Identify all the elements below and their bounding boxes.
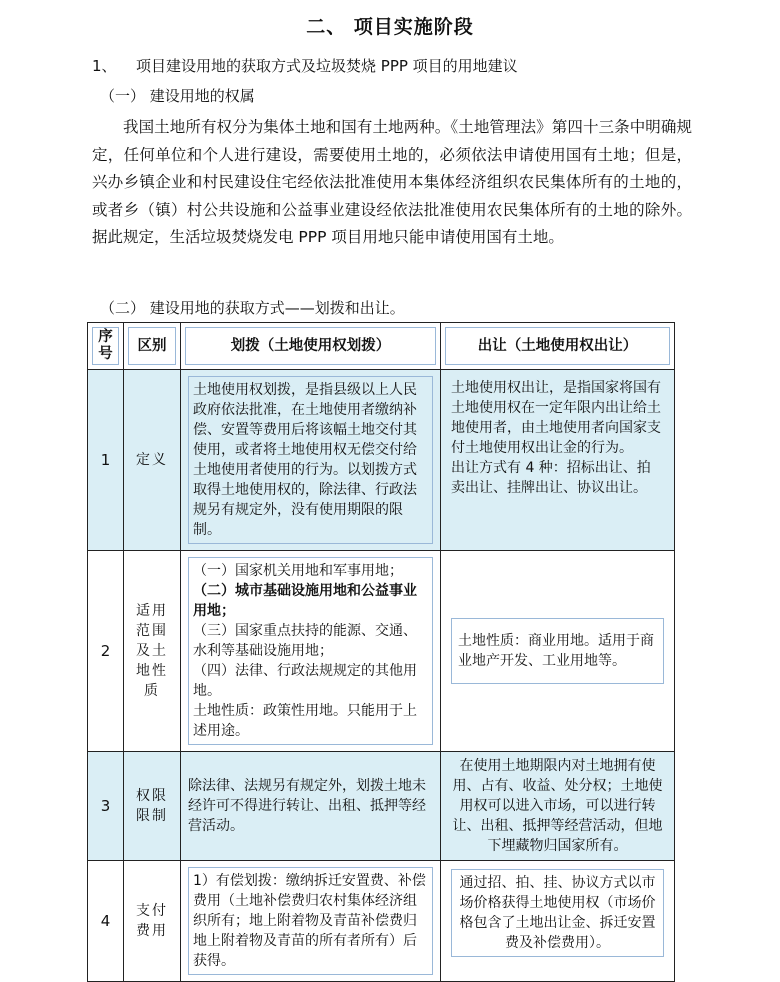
page-title: 二、 项目实施阶段 [306, 16, 474, 38]
transfer-text: 通过招、拍、挂、协议方式以市场价格获得土地使用权（市场价格包含了土地出让金、拆迁安置费及补偿费用）。 [459, 875, 656, 951]
header-label: 划拨（土地使用权划拨） [185, 327, 436, 365]
header-cell [181, 323, 441, 370]
allocation-text-box [188, 557, 433, 745]
allocation-text: （二）城市基础设施用地和公益事业用地； [193, 583, 417, 619]
row-number: 2 [88, 551, 124, 752]
subsection-heading-1: （一） 建设用地的权属 [100, 87, 255, 105]
row-category: 支付费用 [124, 861, 181, 982]
allocation-text: 土地性质：政策性用地。只能用于上述用途。 [193, 703, 417, 739]
transfer-text: 出让方式有 4 种：招标出让、拍卖出让、挂牌出让、协议出让。 [451, 460, 651, 496]
header-label: 出让（土地使用权出让） [445, 327, 670, 365]
section-heading [92, 55, 518, 76]
allocation-text: （一）国家机关用地和军事用地； [193, 563, 403, 579]
transfer-text-box [451, 618, 664, 684]
row-category: 权限限制 [124, 752, 181, 861]
allocation-text: （三）国家重点扶持的能源、交通、水利等基础设施用地； [193, 623, 417, 659]
table-row [88, 551, 675, 752]
header-cell [124, 323, 181, 370]
row-number: 3 [88, 752, 124, 861]
section-heading-text: 项目建设用地的获取方式及垃圾焚烧 PPP 项目的用地建议 [136, 57, 518, 75]
allocation-cell [181, 551, 441, 752]
header-label: 序号 [92, 327, 119, 365]
row-category: 适用范围及土地性质 [124, 551, 181, 752]
allocation-cell [181, 752, 441, 861]
header-cell [88, 323, 124, 370]
allocation-text-box [188, 867, 433, 975]
comparison-table [87, 322, 675, 982]
allocation-text: 1）有偿划拨：缴纳拆迁安置费、补偿费用（土地补偿费归农村集体经济组织所有；地上附着物及青苗补偿费归地上附着物及青苗的所有者所有）后获得。 [193, 873, 426, 969]
allocation-cell [181, 861, 441, 982]
table-row [88, 370, 675, 551]
row-category: 定义 [124, 370, 181, 551]
transfer-cell [441, 551, 675, 752]
body-paragraph: 我国土地所有权分为集体土地和国有土地两种。《土地管理法》第四十三条中明确规定，任何单位和个人进行建设，需要使用土地的，必须依法申请使用国有土地；但是，兴办乡镇企业和村民建设住宅经依法批准使用本集体经济组织农民集体所有的土地的，或者乡（镇）村公共设施和公益事业建设经依法批准使用农民集体所有的土地的除外。据此规定，生活垃圾焚烧发电 PPP 项目用地只能申请使用国有土地。 [92, 118, 692, 247]
table-row [88, 752, 675, 861]
table-header-row [88, 323, 675, 370]
header-cell [441, 323, 675, 370]
allocation-text: 除法律、法规另有规定外，划拨土地未经许可不得进行转让、出租、抵押等经营活动。 [188, 778, 426, 834]
allocation-text: 土地使用权划拨，是指县级以上人民政府依法批准，在土地使用者缴纳补偿、安置等费用后将该幅土地交付其使用，或者将土地使用权无偿交付给土地使用者使用的行为。以划拨方式取得土地使用权的，除法律、行政法规另有规定外，没有使用期限的限制。 [193, 382, 417, 538]
transfer-text-box [451, 869, 664, 957]
allocation-text-box [188, 376, 433, 544]
section-number: 1、 [92, 57, 117, 75]
table-row [88, 861, 675, 982]
transfer-text: 土地性质：商业用地。适用于商业地产开发、工业用地等。 [458, 633, 654, 669]
transfer-text: 在使用土地期限内对土地拥有使用、占有、收益、处分权；土地使用权可以进入市场，可以进行转让、出租、抵押等经营活动，但地下埋藏物归国家所有。 [452, 758, 663, 854]
transfer-cell [441, 861, 675, 982]
transfer-cell [441, 370, 675, 551]
allocation-cell [181, 370, 441, 551]
transfer-cell [441, 752, 675, 861]
row-number: 4 [88, 861, 124, 982]
row-number: 1 [88, 370, 124, 551]
subsection-heading-2: （二） 建设用地的获取方式——划拨和出让。 [100, 299, 405, 317]
allocation-text: （四）法律、行政法规规定的其他用地。 [193, 663, 417, 699]
header-label: 区别 [128, 327, 176, 365]
transfer-text: 土地使用权出让，是指国家将国有土地使用权在一定年限内出让给土地使用者，由土地使用者向国家支付土地使用权出让金的行为。 [451, 380, 661, 456]
